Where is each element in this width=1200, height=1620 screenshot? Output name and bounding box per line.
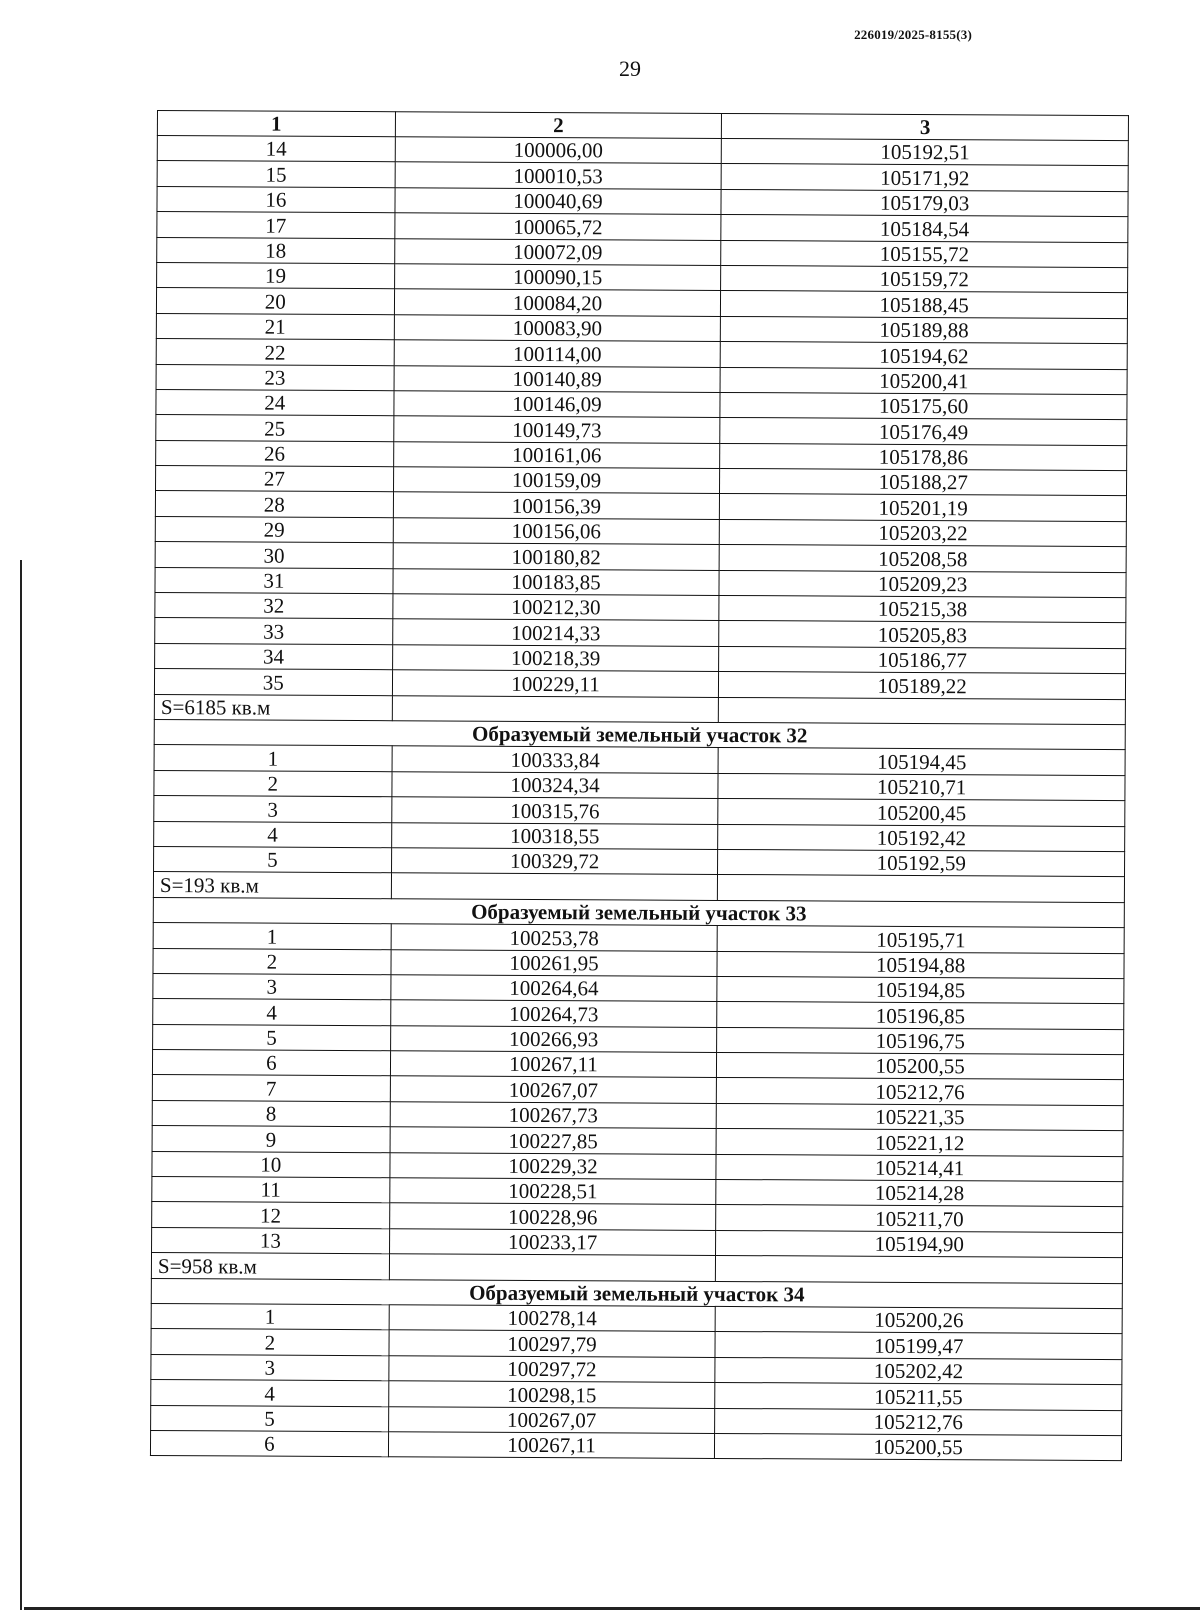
coordinate-x: 100324,34	[392, 772, 719, 799]
coordinate-y: 105171,92	[721, 164, 1128, 192]
coordinate-y: 105214,41	[716, 1154, 1123, 1182]
parcel-title: Образуемый земельный участок 33	[153, 897, 1124, 927]
point-number: 16	[157, 186, 395, 213]
coordinate-y: 105192,59	[718, 849, 1125, 877]
coordinate-x: 100084,20	[394, 289, 721, 316]
coordinate-x: 100149,73	[393, 416, 720, 443]
coordinate-x: 100264,64	[391, 975, 718, 1002]
point-number: 27	[156, 466, 394, 493]
coordinate-x: 100261,95	[391, 949, 718, 976]
column-header-y: 3	[722, 113, 1129, 140]
coordinate-x: 100156,39	[393, 492, 720, 519]
coordinate-y: 105195,71	[717, 926, 1124, 954]
column-header-number: 1	[157, 111, 395, 137]
coordinate-y: 105200,55	[717, 1053, 1124, 1081]
parcel-title: Образуемый земельный участок 34	[151, 1278, 1122, 1308]
coordinate-y: 105184,54	[721, 215, 1128, 243]
coordinate-x: 100090,15	[394, 264, 721, 291]
coordinate-y: 105194,85	[717, 976, 1124, 1004]
point-number: 31	[155, 567, 393, 594]
coordinate-y: 105192,42	[718, 824, 1125, 852]
coordinate-y: 105208,58	[719, 545, 1126, 573]
point-number: 3	[151, 1354, 389, 1381]
coordinate-y: 105179,03	[721, 189, 1128, 217]
coordinate-x: 100229,11	[392, 670, 719, 697]
coordinate-x: 100333,84	[392, 746, 719, 773]
point-number: 4	[154, 821, 392, 848]
point-number: 4	[151, 1380, 389, 1407]
coordinate-x: 100298,15	[388, 1381, 715, 1408]
coordinate-x: 100229,32	[390, 1152, 717, 1179]
coordinate-y: 105188,27	[720, 469, 1127, 497]
coordinate-y: 105194,88	[717, 951, 1124, 979]
point-number: 3	[154, 796, 392, 823]
coordinate-y: 105202,42	[715, 1357, 1122, 1385]
coordinate-x: 100161,06	[393, 441, 720, 468]
coordinate-x: 100156,06	[393, 518, 720, 545]
point-number: 9	[152, 1126, 390, 1153]
coordinate-x: 100159,09	[393, 467, 720, 494]
column-header-x: 2	[395, 112, 722, 139]
point-number: 32	[155, 593, 393, 620]
empty-cell	[719, 697, 1126, 725]
coordinate-y: 105200,26	[716, 1306, 1123, 1334]
point-number: 19	[157, 262, 395, 289]
point-number: 2	[154, 770, 392, 797]
coordinate-x: 100266,93	[390, 1025, 717, 1052]
point-number: 15	[157, 161, 395, 188]
point-number: 34	[155, 643, 393, 670]
point-number: 1	[151, 1303, 389, 1330]
coordinate-y: 105194,45	[718, 748, 1125, 776]
coordinate-y: 105214,28	[716, 1179, 1123, 1207]
point-number: 17	[157, 212, 395, 239]
point-number: 11	[152, 1177, 390, 1204]
coordinate-x: 100267,07	[390, 1076, 717, 1103]
coordinate-x: 100040,69	[395, 188, 722, 215]
point-number: 23	[156, 364, 394, 391]
coordinate-y: 105178,86	[720, 443, 1127, 471]
coordinate-x: 100006,00	[395, 137, 722, 164]
point-number: 25	[156, 415, 394, 442]
point-number: 5	[154, 846, 392, 873]
point-number: 5	[151, 1405, 389, 1432]
coordinate-x: 100065,72	[395, 213, 722, 240]
point-number: 5	[153, 1024, 391, 1051]
empty-cell	[389, 1254, 716, 1281]
coordinate-y: 105155,72	[721, 240, 1128, 268]
coordinate-y: 105211,70	[716, 1205, 1123, 1233]
point-number: 1	[154, 745, 392, 772]
point-number: 1	[153, 923, 391, 950]
coordinate-y: 105194,62	[721, 342, 1128, 370]
point-number: 12	[152, 1202, 390, 1229]
parcel-area: S=193 кв.м	[153, 872, 391, 899]
coordinate-x: 100297,72	[389, 1355, 716, 1382]
point-number: 26	[156, 440, 394, 467]
coordinate-y: 105159,72	[721, 265, 1128, 293]
coordinates-table-body	[150, 111, 1128, 1461]
coordinate-y: 105200,41	[720, 367, 1127, 395]
empty-cell	[718, 875, 1125, 903]
coordinate-x: 100072,09	[394, 238, 721, 265]
scan-edge-bottom	[24, 1607, 1200, 1610]
coordinate-x: 100180,82	[393, 543, 720, 570]
coordinate-x: 100114,00	[394, 340, 721, 367]
point-number: 28	[155, 491, 393, 518]
parcel-area: S=958 кв.м	[151, 1253, 389, 1280]
coordinate-y: 105194,90	[716, 1230, 1123, 1258]
parcel-title: Образуемый земельный участок 32	[154, 719, 1125, 749]
coordinate-y: 105186,77	[719, 646, 1126, 674]
coordinate-x: 100318,55	[391, 822, 718, 849]
table-row	[150, 1430, 1121, 1460]
coordinate-y: 105196,75	[717, 1027, 1124, 1055]
point-number: 6	[152, 1050, 390, 1077]
point-number: 2	[153, 948, 391, 975]
coordinate-y: 105199,47	[715, 1332, 1122, 1360]
parcel-area: S=6185 кв.м	[154, 694, 392, 721]
coordinate-y: 105209,23	[719, 570, 1126, 598]
coordinate-y: 105175,60	[720, 392, 1127, 420]
coordinate-x: 100218,39	[392, 645, 719, 672]
point-number: 3	[153, 973, 391, 1000]
coordinate-x: 100228,96	[389, 1203, 716, 1230]
coordinate-y: 105196,85	[717, 1002, 1124, 1030]
coordinate-y: 105215,38	[719, 595, 1126, 623]
coordinate-x: 100212,30	[393, 594, 720, 621]
point-number: 30	[155, 542, 393, 569]
point-number: 7	[152, 1075, 390, 1102]
point-number: 33	[155, 618, 393, 645]
point-number: 29	[155, 516, 393, 543]
coordinate-y: 105192,51	[722, 138, 1129, 166]
coordinate-y: 105188,45	[721, 291, 1128, 319]
coordinate-x: 100228,51	[389, 1178, 716, 1205]
coordinate-x: 100083,90	[394, 314, 721, 341]
coordinate-y: 105176,49	[720, 418, 1127, 446]
point-number: 21	[156, 313, 394, 340]
coordinate-x: 100278,14	[389, 1305, 716, 1332]
point-number: 14	[157, 136, 395, 163]
point-number: 8	[152, 1100, 390, 1127]
coordinate-x: 100264,73	[390, 1000, 717, 1027]
coordinate-x: 100233,17	[389, 1229, 716, 1256]
coordinate-y: 105189,22	[719, 672, 1126, 700]
page-number: 29	[619, 56, 641, 81]
coordinate-x: 100146,09	[394, 391, 721, 418]
point-number: 20	[156, 288, 394, 315]
coordinate-y: 105210,71	[718, 773, 1125, 801]
point-number: 18	[157, 237, 395, 264]
point-number: 13	[152, 1227, 390, 1254]
coordinate-x: 100267,07	[388, 1406, 715, 1433]
coordinate-y: 105189,88	[721, 316, 1128, 344]
coordinate-x: 100183,85	[393, 568, 720, 595]
empty-cell	[716, 1256, 1123, 1284]
empty-cell	[391, 873, 718, 900]
point-number: 2	[151, 1329, 389, 1356]
coordinate-x: 100329,72	[391, 848, 718, 875]
coordinate-y: 105221,12	[716, 1129, 1123, 1157]
coordinate-x: 100140,89	[394, 365, 721, 392]
coordinate-x: 100267,73	[390, 1102, 717, 1129]
point-number: 22	[156, 339, 394, 366]
coordinate-x: 100227,85	[390, 1127, 717, 1154]
point-number: 10	[152, 1151, 390, 1178]
coordinate-y: 105201,19	[720, 494, 1127, 522]
coordinate-x: 100253,78	[391, 924, 718, 951]
coordinate-y: 105203,22	[720, 519, 1127, 547]
point-number: 6	[150, 1430, 388, 1457]
coordinate-x: 100010,53	[395, 162, 722, 189]
coordinate-x: 100297,79	[389, 1330, 716, 1357]
coordinate-y: 105221,35	[717, 1103, 1124, 1131]
empty-cell	[392, 695, 719, 722]
coordinate-x: 100267,11	[388, 1432, 715, 1459]
coordinates-table	[150, 110, 1129, 1461]
point-number: 35	[154, 669, 392, 696]
coordinate-x: 100267,11	[390, 1051, 717, 1078]
coordinate-y: 105200,45	[718, 799, 1125, 827]
scan-edge-left	[20, 560, 22, 1610]
coordinate-y: 105200,55	[715, 1433, 1122, 1461]
coordinate-y: 105211,55	[715, 1383, 1122, 1411]
point-number: 24	[156, 389, 394, 416]
coordinate-y: 105212,76	[717, 1078, 1124, 1106]
point-number: 4	[153, 999, 391, 1026]
document-id: 226019/2025-8155(3)	[854, 27, 972, 42]
coordinate-y: 105205,83	[719, 621, 1126, 649]
coordinate-x: 100214,33	[392, 619, 719, 646]
coordinate-x: 100315,76	[391, 797, 718, 824]
coordinate-y: 105212,76	[715, 1408, 1122, 1436]
